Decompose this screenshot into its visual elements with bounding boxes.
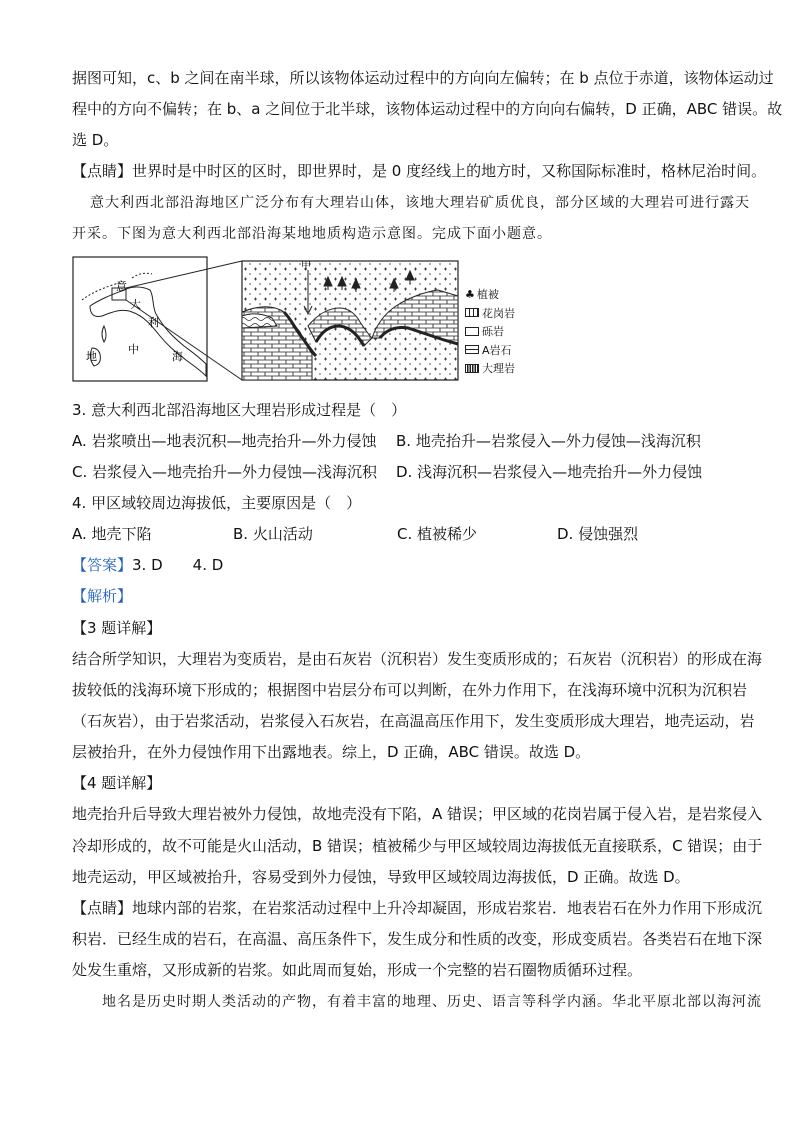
legend-item-granite — [465, 304, 545, 323]
intro-line-3: 选 D。 — [72, 131, 119, 149]
q4-option-b: B. 火山活动 — [233, 525, 313, 543]
legend-item-conglomerate — [465, 322, 545, 341]
marble-swatch — [465, 364, 479, 373]
legend-label-granite: 花岗岩 — [482, 306, 515, 320]
detail-3-line-3: （石灰岩），由于岩浆活动，岩浆侵入石灰岩，在高温高压作用下，发生变质形成大理岩，地壳运动，岩 — [72, 712, 755, 730]
note-2-tag: 【点睛】 — [72, 899, 133, 917]
q4-option-d: D. 侵蚀强烈 — [557, 525, 639, 543]
legend-item-marble — [465, 359, 545, 378]
analysis-tag: 【解析】 — [72, 587, 133, 605]
q4-option-c: C. 植被稀少 — [397, 525, 478, 543]
note-1-tag: 【点睛】 — [72, 162, 133, 180]
answer-line — [72, 555, 223, 575]
map-label-di: 地 — [86, 350, 97, 363]
detail-4-tag: 【4 题详解】 — [72, 774, 162, 792]
detail-4-line-2: 冷却形成的，故不可能是火山活动，B 错误；植被稀少与甲区域较周边海拔低无直接联系，C 错误；由于 — [72, 837, 763, 855]
q3-option-b: B. 地壳抬升—岩浆侵入—外力侵蚀—浅海沉积 — [396, 432, 701, 450]
q3-option-d: D. 浅海沉积—岩浆侵入—地壳抬升—外力侵蚀 — [396, 463, 703, 481]
note-2-line-3: 处发生重熔，又形成新的岩浆。如此周而复始，形成一个完整的岩石圈物质循环过程。 — [72, 961, 643, 979]
figure-legend — [465, 285, 545, 378]
detail-3-tag: 【3 题详解】 — [72, 619, 162, 637]
q4-option-a: A. 地壳下陷 — [72, 525, 152, 543]
legend-label-conglomerate: 砾岩 — [482, 325, 504, 339]
detail-4-line-1: 地壳抬升后导致大理岩被外力侵蚀，故地壳没有下陷，A 错误；甲区域的花岗岩属于侵入岩，是岩浆侵入 — [72, 805, 763, 823]
answer-text: 3. D 4. D — [132, 556, 224, 574]
conglomerate-swatch — [465, 327, 479, 336]
note-2-text-1: 地球内部的岩浆，在岩浆活动过程中上升冷却凝固，形成岩浆岩．地表岩石在外力作用下形成沉 — [132, 899, 763, 917]
passage-line-1: 意大利西北部沿海地区广泛分布有大理岩山体，该地大理岩矿质优良，部分区域的大理岩可进行露天 — [90, 195, 750, 211]
question-4-stem: 4. 甲区域较周边海拔低，主要原因是（ ） — [72, 494, 362, 512]
tree-icon: ♣ — [465, 287, 475, 301]
rock-a-swatch — [465, 345, 479, 354]
detail-4-line-3: 地壳运动，甲区域被抬升，容易受到外力侵蚀，导致甲区域较周边海拔低，D 正确。故选 D。 — [72, 868, 690, 886]
q3-option-c: C. 岩浆侵入—地壳抬升—外力侵蚀—浅海沉积 — [72, 463, 378, 481]
legend-label-rock-a: A岩石 — [482, 343, 512, 357]
map-label-hai: 海 — [172, 350, 183, 363]
intro-line-1: 据图可知，c、b 之间在南半球，所以该物体运动过程中的方向向左偏转；在 b 点位于赤道，该物体运动过 — [72, 69, 774, 87]
legend-label-vegetation: 植被 — [476, 288, 499, 302]
legend-item-rock-a — [465, 341, 545, 360]
legend-item-vegetation — [465, 285, 545, 304]
map-label-da: 大 — [130, 298, 141, 311]
question-3-stem: 3. 意大利西北部沿海地区大理岩形成过程是（ ） — [72, 401, 407, 419]
q3-option-a: A. 岩浆喷出—地表沉积—地壳抬升—外力侵蚀 — [72, 432, 377, 450]
map-label-zhong: 中 — [128, 343, 139, 356]
map-label-yi: 意 — [116, 280, 127, 293]
detail-3-line-1: 结合所学知识，大理岩为变质岩，是由石灰岩（沉积岩）发生变质形成的；石灰岩（沉积岩）的形成在海 — [72, 650, 763, 668]
note-2-line-1 — [72, 898, 762, 918]
note-1 — [72, 161, 766, 181]
intro-line-2: 程中的方向不偏转；在 b、a 之间位于北半球，该物体运动过程中的方向向右偏转，D 正确，ABC 错误。故 — [72, 100, 783, 118]
map-label-li: 利 — [148, 316, 159, 329]
legend-label-marble: 大理岩 — [482, 362, 515, 376]
granite-swatch — [465, 308, 479, 317]
detail-3-line-2: 拔较低的浅海环境下形成的；根据图中岩层分布可以判断，在外力作用下，在浅海环境中沉积为沉积岩 — [72, 681, 748, 699]
cross-section — [242, 261, 458, 380]
answer-tag: 【答案】 — [72, 556, 133, 574]
note-1-text: 世界时是中时区的区时，即世界时，是 0 度经线上的地方时，又称国际标准时，格林尼治时间。 — [132, 162, 767, 180]
geology-figure — [72, 256, 522, 384]
detail-3-line-4: 层被抬升，在外力侵蚀作用下出露地表。综上，D 正确，ABC 错误。故选 D。 — [72, 743, 591, 761]
next-passage-line: 地名是历史时期人类活动的产物，有着丰富的地理、历史、语言等科学内涵。华北平原北部以海河流 — [102, 994, 762, 1010]
passage-line-2: 开采。下图为意大利西北部沿海某地地质构造示意图。完成下面小题意。 — [72, 226, 552, 242]
note-2-line-2: 积岩．已经生成的岩石，在高温、高压条件下，发生成分和性质的改变，形成变质岩。各类岩石在地下深 — [72, 930, 763, 948]
map-label-jia: 甲 — [301, 261, 311, 272]
